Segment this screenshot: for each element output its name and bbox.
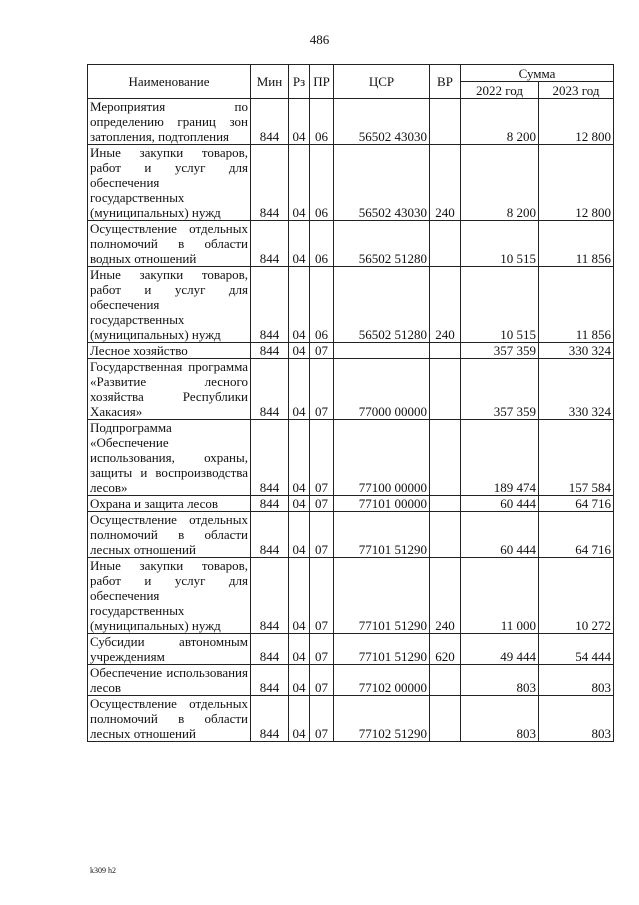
cell-2023: 64 716 [539, 512, 614, 558]
cell-2023: 64 716 [539, 496, 614, 512]
cell-2023: 11 856 [539, 221, 614, 267]
cell-min: 844 [251, 221, 289, 267]
header-rz: Рз [289, 65, 310, 99]
cell-2022: 10 515 [461, 221, 539, 267]
cell-csr: 77101 51290 [334, 512, 430, 558]
cell-name: Осуществление отдельных полномочий в области лесных отношений [88, 512, 251, 558]
cell-2022: 803 [461, 665, 539, 696]
cell-2022: 8 200 [461, 145, 539, 221]
cell-pr: 07 [310, 420, 334, 496]
cell-name: Охрана и защита лесов [88, 496, 251, 512]
cell-2022: 8 200 [461, 99, 539, 145]
cell-vr [430, 343, 461, 359]
cell-2023: 10 272 [539, 558, 614, 634]
cell-2022: 60 444 [461, 512, 539, 558]
cell-csr: 77102 00000 [334, 665, 430, 696]
cell-min: 844 [251, 665, 289, 696]
cell-2023: 803 [539, 696, 614, 742]
cell-vr: 620 [430, 634, 461, 665]
cell-pr: 07 [310, 665, 334, 696]
table-row [88, 359, 614, 420]
cell-vr [430, 221, 461, 267]
cell-csr: 56502 43030 [334, 145, 430, 221]
cell-2022: 60 444 [461, 496, 539, 512]
cell-2023: 54 444 [539, 634, 614, 665]
cell-2022: 49 444 [461, 634, 539, 665]
table-row [88, 512, 614, 558]
cell-vr [430, 99, 461, 145]
cell-min: 844 [251, 512, 289, 558]
cell-2022: 10 515 [461, 267, 539, 343]
cell-name: Обеспечение использования лесов [88, 665, 251, 696]
header-min: Мин [251, 65, 289, 99]
cell-name: Подпрограмма «Обеспечение использования, охраны, защиты и воспроизводства лесов» [88, 420, 251, 496]
cell-2023: 330 324 [539, 343, 614, 359]
cell-csr [334, 343, 430, 359]
header-year-2023: 2023 год [539, 82, 614, 99]
cell-pr: 06 [310, 99, 334, 145]
cell-2023: 157 584 [539, 420, 614, 496]
cell-min: 844 [251, 343, 289, 359]
cell-csr: 77102 51290 [334, 696, 430, 742]
cell-2023: 12 800 [539, 99, 614, 145]
table-row [88, 267, 614, 343]
cell-pr: 07 [310, 634, 334, 665]
header-csr: ЦСР [334, 65, 430, 99]
cell-2023: 12 800 [539, 145, 614, 221]
header-sum: Сумма [461, 65, 614, 82]
header-name: Наименование [88, 65, 251, 99]
cell-name: Субсидии автономным учреждениям [88, 634, 251, 665]
cell-pr: 07 [310, 496, 334, 512]
header-vr: ВР [430, 65, 461, 99]
cell-pr: 07 [310, 343, 334, 359]
cell-min: 844 [251, 696, 289, 742]
cell-rz: 04 [289, 221, 310, 267]
table-body [88, 99, 614, 742]
table-row [88, 99, 614, 145]
cell-2022: 357 359 [461, 359, 539, 420]
cell-name: Иные закупки товаров, работ и услуг для обеспечения государственных (муниципальных) нужд [88, 145, 251, 221]
cell-csr: 77101 51290 [334, 634, 430, 665]
table-row [88, 558, 614, 634]
cell-min: 844 [251, 634, 289, 665]
budget-table [87, 64, 614, 742]
cell-2023: 803 [539, 665, 614, 696]
cell-pr: 06 [310, 221, 334, 267]
cell-pr: 07 [310, 512, 334, 558]
table-row [88, 496, 614, 512]
cell-min: 844 [251, 267, 289, 343]
cell-min: 844 [251, 359, 289, 420]
cell-pr: 07 [310, 696, 334, 742]
cell-2022: 357 359 [461, 343, 539, 359]
cell-rz: 04 [289, 512, 310, 558]
page-number: 486 [309, 32, 330, 47]
cell-name: Иные закупки товаров, работ и услуг для обеспечения государственных (муниципальных) нужд [88, 558, 251, 634]
cell-vr: 240 [430, 267, 461, 343]
cell-min: 844 [251, 558, 289, 634]
cell-min: 844 [251, 145, 289, 221]
cell-rz: 04 [289, 359, 310, 420]
cell-csr: 56502 51280 [334, 267, 430, 343]
cell-pr: 06 [310, 267, 334, 343]
cell-csr: 77101 00000 [334, 496, 430, 512]
cell-min: 844 [251, 496, 289, 512]
table-header [88, 65, 614, 99]
cell-name: Государственная программа «Развитие лесного хозяйства Республики Хакасия» [88, 359, 251, 420]
cell-rz: 04 [289, 634, 310, 665]
cell-name: Иные закупки товаров, работ и услуг для обеспечения государственных (муниципальных) нужд [88, 267, 251, 343]
table-row [88, 145, 614, 221]
table-row [88, 634, 614, 665]
header-pr: ПР [310, 65, 334, 99]
cell-vr: 240 [430, 558, 461, 634]
table-row [88, 696, 614, 742]
cell-2023: 11 856 [539, 267, 614, 343]
cell-rz: 04 [289, 267, 310, 343]
cell-rz: 04 [289, 696, 310, 742]
cell-rz: 04 [289, 665, 310, 696]
cell-csr: 77100 00000 [334, 420, 430, 496]
table-row [88, 420, 614, 496]
cell-name: Лесное хозяйство [88, 343, 251, 359]
cell-rz: 04 [289, 99, 310, 145]
cell-name: Мероприятия по определению границ зон затопления, подтопления [88, 99, 251, 145]
cell-min: 844 [251, 99, 289, 145]
cell-vr: 240 [430, 145, 461, 221]
cell-name: Осуществление отдельных полномочий в области лесных отношений [88, 696, 251, 742]
cell-2022: 11 000 [461, 558, 539, 634]
header-year-2022: 2022 год [461, 82, 539, 99]
cell-pr: 06 [310, 145, 334, 221]
cell-pr: 07 [310, 558, 334, 634]
cell-2022: 803 [461, 696, 539, 742]
cell-2023: 330 324 [539, 359, 614, 420]
cell-csr: 56502 51280 [334, 221, 430, 267]
cell-rz: 04 [289, 145, 310, 221]
table-row [88, 665, 614, 696]
cell-csr: 56502 43030 [334, 99, 430, 145]
cell-name: Осуществление отдельных полномочий в области водных отношений [88, 221, 251, 267]
cell-vr [430, 359, 461, 420]
cell-2022: 189 474 [461, 420, 539, 496]
cell-vr [430, 696, 461, 742]
cell-vr [430, 665, 461, 696]
cell-rz: 04 [289, 496, 310, 512]
cell-vr [430, 496, 461, 512]
cell-csr: 77000 00000 [334, 359, 430, 420]
table-row [88, 343, 614, 359]
cell-csr: 77101 51290 [334, 558, 430, 634]
cell-rz: 04 [289, 420, 310, 496]
table-row [88, 221, 614, 267]
cell-vr [430, 420, 461, 496]
cell-pr: 07 [310, 359, 334, 420]
cell-rz: 04 [289, 558, 310, 634]
footer-code: k309 h2 [90, 866, 116, 875]
cell-rz: 04 [289, 343, 310, 359]
cell-min: 844 [251, 420, 289, 496]
cell-vr [430, 512, 461, 558]
